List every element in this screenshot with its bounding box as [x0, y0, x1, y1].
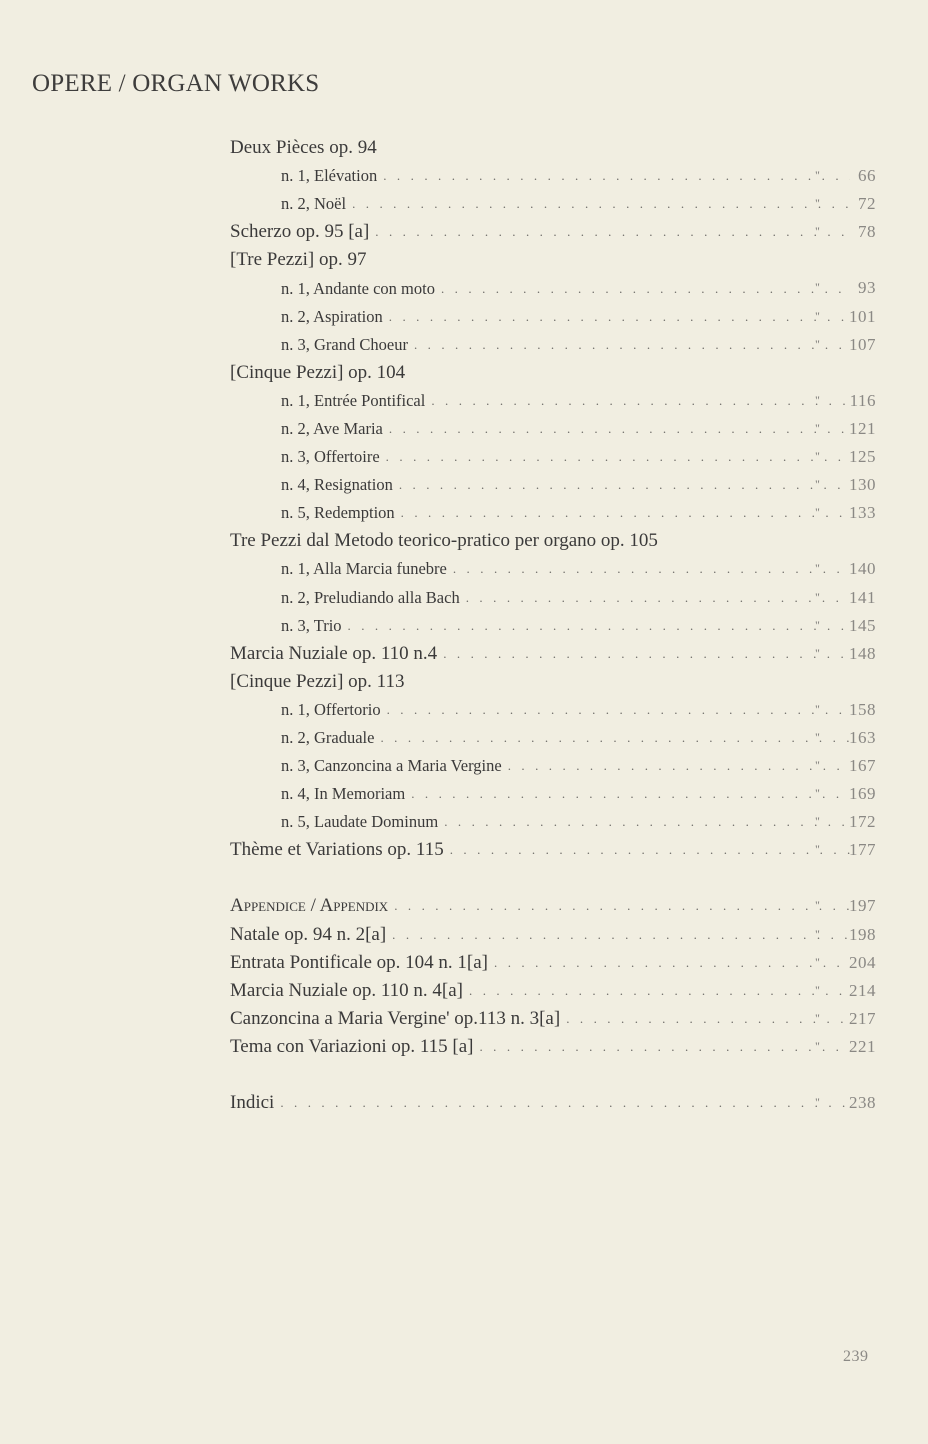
ditto-mark: " — [815, 392, 820, 407]
ditto-mark: " — [815, 898, 820, 913]
toc-entry-title: n. 2, Noël — [281, 194, 347, 214]
toc-entry-page: 214 — [849, 980, 876, 1000]
toc-entry-title: n. 1, Elévation — [281, 166, 378, 186]
index-list — [230, 1089, 880, 1117]
ditto-mark: " — [815, 926, 820, 941]
toc-entry-page: 167 — [849, 756, 876, 776]
toc-entry-page: 107 — [849, 334, 876, 354]
ditto-mark: " — [815, 982, 820, 997]
section-gap — [230, 864, 880, 892]
toc-entry — [230, 555, 880, 583]
toc-entry-page: 145 — [849, 615, 876, 635]
dot-leader — [566, 1011, 850, 1027]
ditto-mark: " — [815, 280, 820, 295]
ditto-mark: " — [815, 701, 820, 716]
dot-leader — [453, 561, 850, 577]
toc-entry — [230, 977, 880, 1005]
toc-entry — [230, 612, 880, 640]
dot-leader — [494, 955, 850, 971]
toc-entry-title: [Tre Pezzi] op. 97 — [230, 249, 367, 271]
toc-entry-title: Indici — [230, 1092, 275, 1114]
toc-entry-page: 78 — [858, 222, 876, 242]
toc-entry-title: Entrata Pontificale op. 104 n. 1[a] — [230, 951, 489, 973]
toc-entry-title: n. 3, Trio — [281, 615, 342, 635]
dot-leader — [348, 618, 850, 634]
dot-leader — [414, 337, 850, 353]
toc-entry-title: Scherzo op. 95 [a] — [230, 221, 370, 243]
toc-entry — [230, 359, 880, 387]
toc-entry — [230, 134, 880, 162]
toc-entry-page: 217 — [849, 1008, 876, 1028]
dot-leader — [431, 393, 850, 409]
toc-entry-title: Tre Pezzi dal Metodo teorico-pratico per organo op. 105 — [230, 530, 658, 552]
dot-leader — [375, 224, 850, 240]
dot-leader — [479, 1039, 850, 1055]
ditto-mark: " — [815, 505, 820, 520]
toc-entry-page: 158 — [849, 699, 876, 719]
toc-entry-page: 163 — [849, 727, 876, 747]
ditto-mark: " — [815, 196, 820, 211]
toc-entry-page: 197 — [849, 896, 876, 916]
dot-leader — [469, 983, 850, 999]
toc-entry-title: Marcia Nuziale op. 110 n. 4[a] — [230, 979, 464, 1001]
toc-entry — [230, 499, 880, 527]
toc-entry — [230, 527, 880, 555]
toc-entry-title: n. 3, Canzoncina a Maria Vergine — [281, 756, 502, 776]
toc-entry — [230, 949, 880, 977]
toc-entry — [230, 724, 880, 752]
dot-leader — [466, 590, 850, 606]
ditto-mark: " — [815, 954, 820, 969]
toc-entry-title: n. 4, In Memoriam — [281, 784, 406, 804]
toc-entry-page: 238 — [849, 1093, 876, 1112]
ditto-mark: " — [815, 336, 820, 351]
dot-leader — [450, 842, 850, 858]
page-number: 239 — [843, 1348, 869, 1365]
dot-leader — [443, 646, 850, 662]
toc-entry-page: 141 — [849, 587, 876, 607]
ditto-mark: " — [815, 1095, 820, 1109]
toc-entry-title: Tema con Variazioni op. 115 [a] — [230, 1035, 474, 1057]
dot-leader — [386, 449, 850, 465]
section-gap — [230, 1061, 880, 1089]
toc-entry-page: 177 — [849, 840, 876, 860]
ditto-mark: " — [815, 224, 820, 239]
dot-leader — [352, 196, 850, 212]
dot-leader — [401, 505, 850, 521]
dot-leader — [387, 702, 850, 718]
dot-leader — [392, 927, 850, 943]
dot-leader — [399, 477, 850, 493]
toc-entry — [230, 808, 880, 836]
toc-entry-title: Appendice / Appendix — [230, 895, 389, 917]
toc-entry — [230, 696, 880, 724]
ditto-mark: " — [815, 842, 820, 857]
dot-leader — [380, 730, 850, 746]
toc-entry — [230, 246, 880, 274]
appendix-list — [230, 892, 880, 1061]
toc-entry-title: Marcia Nuziale op. 110 n.4 — [230, 642, 438, 664]
toc-entry-page: 148 — [849, 643, 876, 663]
toc-entry-title: n. 5, Laudate Dominum — [281, 812, 439, 832]
toc-entry-title: Deux Pièces op. 94 — [230, 137, 377, 159]
toc-entry — [230, 752, 880, 780]
toc-entry-title: [Cinque Pezzi] op. 104 — [230, 361, 406, 383]
dot-leader — [444, 814, 850, 830]
toc-entry-page: 72 — [858, 194, 876, 214]
toc-entry-title: Canzoncina a Maria Vergine' op.113 n. 3[a] — [230, 1007, 561, 1029]
toc-entry — [230, 836, 880, 864]
toc-entry — [230, 274, 880, 302]
toc-entry-page: 125 — [849, 447, 876, 467]
dot-leader — [411, 786, 850, 802]
toc-entry-page: 169 — [849, 784, 876, 804]
ditto-mark: " — [815, 168, 820, 183]
toc-entry — [230, 1033, 880, 1061]
toc-entry — [230, 162, 880, 190]
toc-entry — [230, 1089, 880, 1117]
ditto-mark: " — [815, 420, 820, 435]
toc-entry-page: 133 — [849, 503, 876, 523]
toc-entry — [230, 387, 880, 415]
ditto-mark: " — [815, 645, 820, 660]
toc-entry-page: 121 — [849, 418, 876, 438]
toc-entry-page: 130 — [849, 475, 876, 495]
works-list — [230, 134, 880, 864]
toc-entry-title: n. 2, Preludiando alla Bach — [281, 587, 460, 607]
dot-leader — [389, 421, 850, 437]
toc-entry-title: n. 3, Offertoire — [281, 447, 380, 467]
toc-entry — [230, 331, 880, 359]
toc-entry — [230, 415, 880, 443]
ditto-mark: " — [815, 814, 820, 829]
toc-entry — [230, 218, 880, 246]
toc-entry-page: 198 — [849, 924, 876, 944]
ditto-mark: " — [815, 589, 820, 604]
toc-entry — [230, 303, 880, 331]
ditto-mark: " — [815, 617, 820, 632]
toc-entry-page: 172 — [849, 812, 876, 832]
toc-entry-title: n. 2, Aspiration — [281, 306, 383, 326]
toc-entry — [230, 640, 880, 668]
table-of-contents — [230, 134, 880, 1117]
toc-entry — [230, 921, 880, 949]
ditto-mark: " — [815, 1010, 820, 1025]
ditto-mark: " — [815, 786, 820, 801]
ditto-mark: " — [815, 758, 820, 773]
ditto-mark: " — [815, 729, 820, 744]
dot-leader — [383, 168, 850, 184]
dot-leader — [389, 309, 850, 325]
toc-entry — [230, 1005, 880, 1033]
toc-entry-title: Natale op. 94 n. 2[a] — [230, 923, 387, 945]
dot-leader — [394, 898, 850, 914]
toc-entry — [230, 584, 880, 612]
dot-leader — [508, 758, 850, 774]
toc-entry-title: n. 1, Andante con moto — [281, 278, 435, 298]
toc-entry-title: n. 5, Redemption — [281, 503, 395, 523]
toc-entry — [230, 780, 880, 808]
ditto-mark: " — [815, 1038, 820, 1053]
toc-entry-page: 116 — [849, 390, 876, 410]
toc-entry-title: n. 2, Ave Maria — [281, 418, 383, 438]
page-heading: OPERE / ORGAN WORKS — [32, 70, 320, 97]
dot-leader — [280, 1095, 850, 1111]
toc-entry-page: 101 — [849, 306, 876, 326]
toc-entry-page: 221 — [849, 1036, 876, 1056]
toc-entry-title: n. 4, Resignation — [281, 475, 393, 495]
toc-entry-title: n. 2, Graduale — [281, 728, 375, 748]
toc-entry-page: 66 — [858, 166, 876, 186]
ditto-mark: " — [815, 449, 820, 464]
toc-entry-page: 93 — [858, 278, 876, 298]
toc-entry — [230, 471, 880, 499]
ditto-mark: " — [815, 477, 820, 492]
toc-entry-title: n. 1, Offertorio — [281, 699, 381, 719]
toc-entry-title: n. 3, Grand Choeur — [281, 334, 408, 354]
ditto-mark: " — [815, 561, 820, 576]
toc-entry-title: n. 1, Entrée Pontifical — [281, 390, 426, 410]
dot-leader — [441, 281, 850, 297]
toc-entry-page: 204 — [849, 952, 876, 972]
toc-entry-title: Thème et Variations op. 115 — [230, 839, 444, 861]
toc-entry — [230, 892, 880, 920]
toc-entry-title: [Cinque Pezzi] op. 113 — [230, 670, 405, 692]
toc-entry — [230, 668, 880, 696]
toc-entry — [230, 443, 880, 471]
toc-entry-page: 140 — [849, 559, 876, 579]
toc-entry — [230, 190, 880, 218]
ditto-mark: " — [815, 308, 820, 323]
toc-entry-title: n. 1, Alla Marcia funebre — [281, 559, 447, 579]
